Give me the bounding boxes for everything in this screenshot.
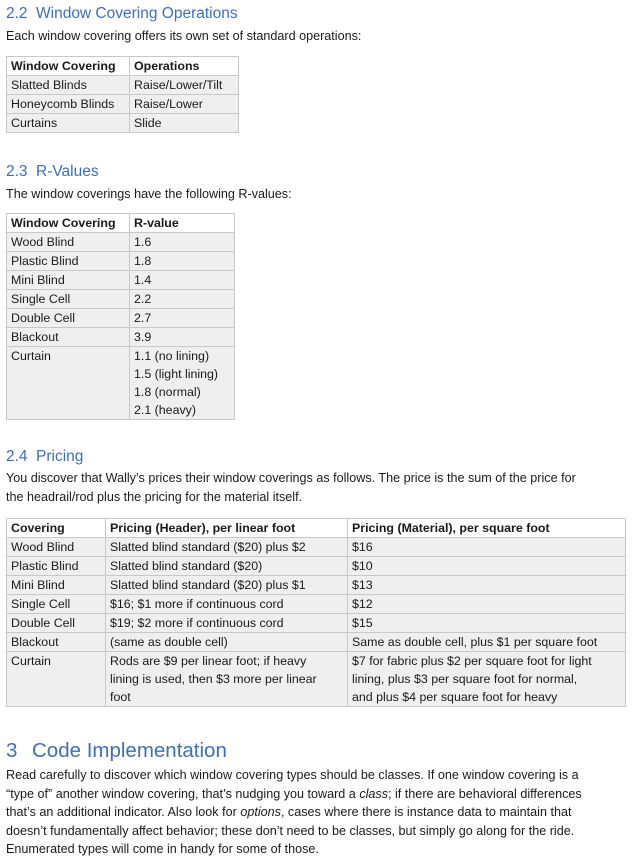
paragraph-line: Enumerated types will come in handy for some of those. <box>6 842 319 856</box>
table-row: Wood Blind Slatted blind standard ($20) plus $2 $16 <box>7 538 626 557</box>
section-3 <box>6 738 626 859</box>
section-2-2 <box>6 4 361 46</box>
section-heading: 2.2 Window Covering Operations <box>6 5 238 22</box>
section-heading: 3 Code Implementation <box>6 739 227 762</box>
table-row: Honeycomb Blinds Raise/Lower <box>7 95 239 114</box>
table-header: Window Covering <box>7 57 130 76</box>
table-row: Blackout 3.9 <box>7 328 235 347</box>
table-row: Wood Blind 1.6 <box>7 233 235 252</box>
table-row: Plastic Blind Slatted blind standard ($20) $10 <box>7 557 626 576</box>
table-row: Blackout (same as double cell) Same as double cell, plus $1 per square foot <box>7 633 626 652</box>
section-heading: 2.3 R-Values <box>6 163 99 180</box>
table-row: Double Cell 2.7 <box>7 309 235 328</box>
paragraph-line: doesn’t fundamentally affect behavior; these don’t need to be classes, but simply go along for the ride. <box>6 823 575 838</box>
table-row: Plastic Blind 1.8 <box>7 252 235 271</box>
section-2-3 <box>6 162 292 204</box>
table-row: Slatted Blinds Raise/Lower/Tilt <box>7 76 239 95</box>
table-row: Single Cell $16; $1 more if continuous cord $12 <box>7 595 626 614</box>
table-row: Double Cell $19; $2 more if continuous cord $15 <box>7 614 626 633</box>
table-header: Covering <box>7 519 106 538</box>
section-intro: You discover that Wally’s prices their window coverings as follows. The price is the sum of the price for <box>6 471 576 485</box>
section-2-4 <box>6 447 626 506</box>
table-header: Pricing (Header), per linear foot <box>106 519 348 538</box>
r-values-table <box>6 213 235 420</box>
table-row: Mini Blind 1.4 <box>7 271 235 290</box>
operations-table <box>6 56 239 133</box>
table-header: Pricing (Material), per square foot <box>348 519 626 538</box>
table-row: Curtains Slide <box>7 114 239 133</box>
table-header: Window Covering <box>7 214 130 233</box>
paragraph-line: Read carefully to discover which window covering types should be classes. If one window covering is a <box>6 768 579 782</box>
table-row: Mini Blind Slatted blind standard ($20) plus $1 $13 <box>7 576 626 595</box>
section-intro: Each window covering offers its own set of standard operations: <box>6 29 362 43</box>
table-header: R-value <box>130 214 235 233</box>
paragraph-line: “type of” another window covering, that’s nudging you toward a class; if there are behavioral differences <box>6 786 582 801</box>
table-row: Curtain 1.1 (no lining) 1.5 (light lining) 1.8 (normal) 2.1 (heavy) <box>7 347 235 420</box>
pricing-table <box>6 518 626 707</box>
table-row: Single Cell 2.2 <box>7 290 235 309</box>
section-heading: 2.4 Pricing <box>6 448 84 465</box>
paragraph-line: that’s an additional indicator. Also look for options, cases where there is instance data to maintain that <box>6 805 572 819</box>
section-intro: the headrail/rod plus the pricing for the material itself. <box>6 489 303 504</box>
table-header: Operations <box>130 57 239 76</box>
table-row: Curtain Rods are $9 per linear foot; if heavy lining is used, then $3 more per linear foot $7 for fabric plus $2 per square foot for light lining, plus $3 per square foot for normal, and plus $4 per square foot for heavy <box>7 652 626 707</box>
section-intro: The window coverings have the following R-values: <box>6 187 292 201</box>
